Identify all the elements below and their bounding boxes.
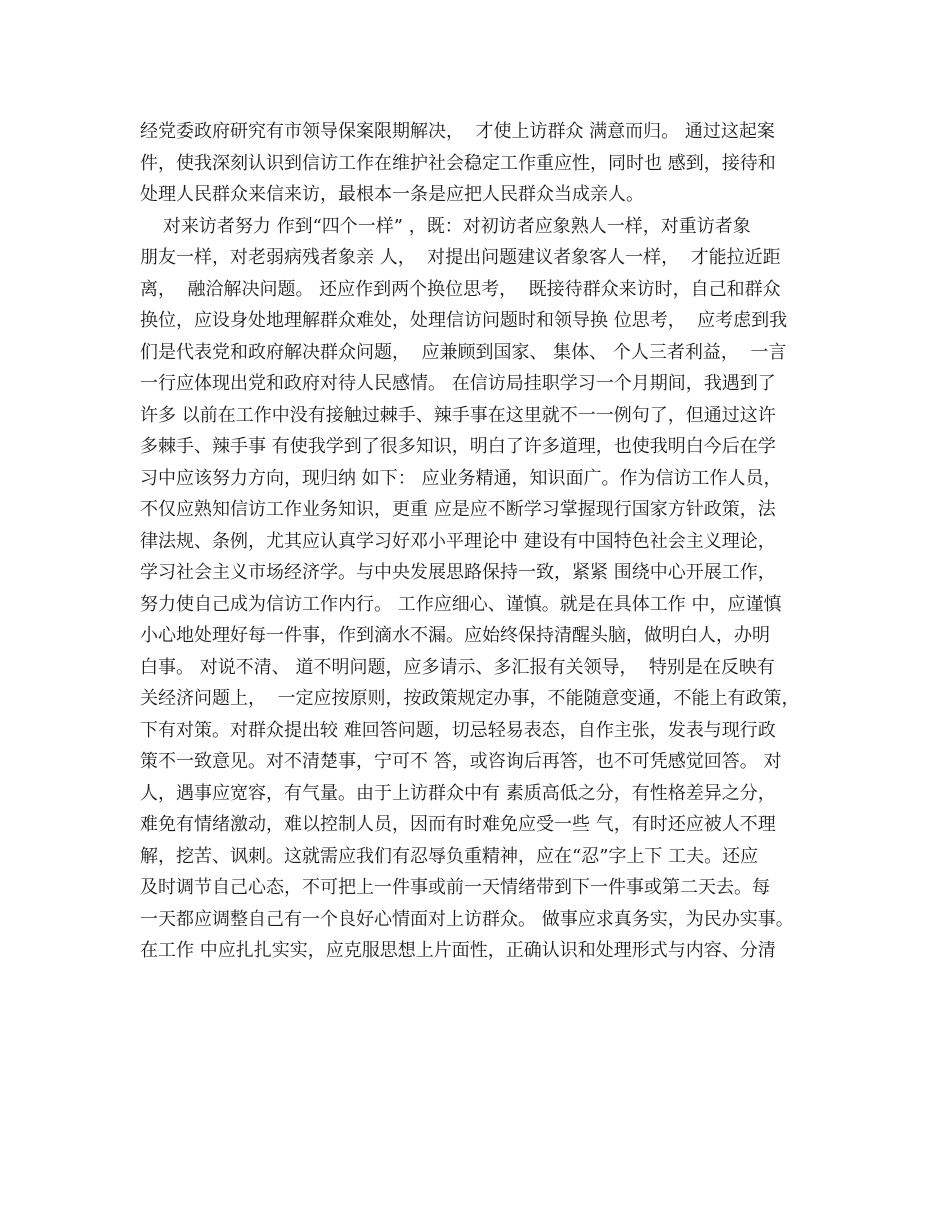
body-text — [140, 116, 820, 967]
text-line: 一行应体现出党和政府对待人民感情。 在信访局挂职学习一个月期间，我遇到了 — [140, 373, 776, 394]
text-line: 努力使自己成为信访工作内行。 工作应细心、谨慎。就是在具体工作 中，应谨慎 — [140, 593, 782, 615]
text-line: 在工作 中应扎扎实实，应克服思想上片面性，正确认识和处理形式与内容、分清 — [140, 940, 776, 961]
text-line: 许多 以前在工作中没有接触过棘手、辣手事在这里就不一一例句了，但通过这许 — [140, 404, 776, 426]
text-line: 离， 融洽解决问题。 还应作到两个换位思考， 既接待群众来访时，自己和群众 — [140, 278, 781, 300]
text-line: 习中应该努力方向，现归纳 如下： 应业务精通，知识面广。作为信访工作人员， — [140, 467, 782, 489]
text-line: 多棘手、辣手事 有使我学到了很多知识，明白了许多道理，也使我明白今后在学 — [140, 436, 776, 457]
text-line: 策不一致意见。对不清楚事，宁可不 答，或咨询后再答，也不可凭感觉回答。 对 — [140, 751, 782, 772]
text-line: 经党委政府研究有市领导保案限期解决， 才使上访群众 满意而归。 通过这起案 — [140, 121, 775, 142]
text-line: 对来访者努力 作到“四个一样” ，既：对初访者应象熟人一样，对重访者象 — [140, 215, 751, 237]
text-line: 律法规、条例，尤其应认真学习好邓小平理论中 建设有中国特色社会主义理论， — [140, 530, 776, 552]
text-line: 一天都应调整自己有一个良好心情面对上访群众。 做事应求真务实，为民办实事。 — [140, 908, 794, 930]
text-line: 小心地处理好每一件事，作到滴水不漏。应始终保持清醒头脑，做明白人，办明 — [140, 625, 770, 646]
text-line: 白事。 对说不清、 道不明问题，应多请示、多汇报有关领导， 特别是在反映有 — [140, 656, 775, 678]
text-line: 关经济问题上， 一定应按原则，按政策规定办事，不能随意变通，不能上有政策， — [140, 688, 800, 709]
text-line: 处理人民群众来信来访，最根本一条是应把人民群众当成亲人。 — [140, 184, 644, 205]
text-line: 件，使我深刻认识到信访工作在维护社会稳定工作重应性，同时也 感到，接待和 — [140, 152, 776, 174]
text-line: 不仅应熟知信访工作业务知识，更重 应是应不断学习掌握现行国家方针政策，法 — [140, 499, 776, 520]
text-line: 换位，应设身处地理解群众难处，处理信访问题时和领导换 位思考， 应考虑到我 — [140, 310, 788, 331]
text-line: 朋友一样，对老弱病残者象亲 人， 对提出问题建议者象客人一样， 才能拉近距 — [140, 247, 781, 268]
text-line: 难免有情绪激动，难以控制人员，因而有时难免应受一些 气，有时还应被人不理 — [140, 814, 776, 835]
text-line: 学习社会主义市场经济学。与中央发展思路保持一致，紧紧 围绕中心开展工作， — [140, 562, 776, 583]
text-line: 解，挖苦、讽刺。这就需应我们有忍辱负重精神，应在“忍”字上下 工夫。还应 — [140, 845, 759, 867]
text-line: 们是代表党和政府解决群众问题， 应兼顾到国家、 集体、 个人三者利益， 一言 — [140, 341, 787, 363]
text-line: 及时调节自己心态，不可把上一件事或前一天情绪带到下一件事或第二天去。每 — [140, 877, 770, 898]
text-line: 下有对策。对群众提出较 难回答问题，切忌轻易表态，自作主张，发表与现行政 — [140, 719, 776, 741]
text-line: 人，遇事应宽容，有气量。由于上访群众中有 素质高低之分，有性格差异之分， — [140, 782, 776, 804]
